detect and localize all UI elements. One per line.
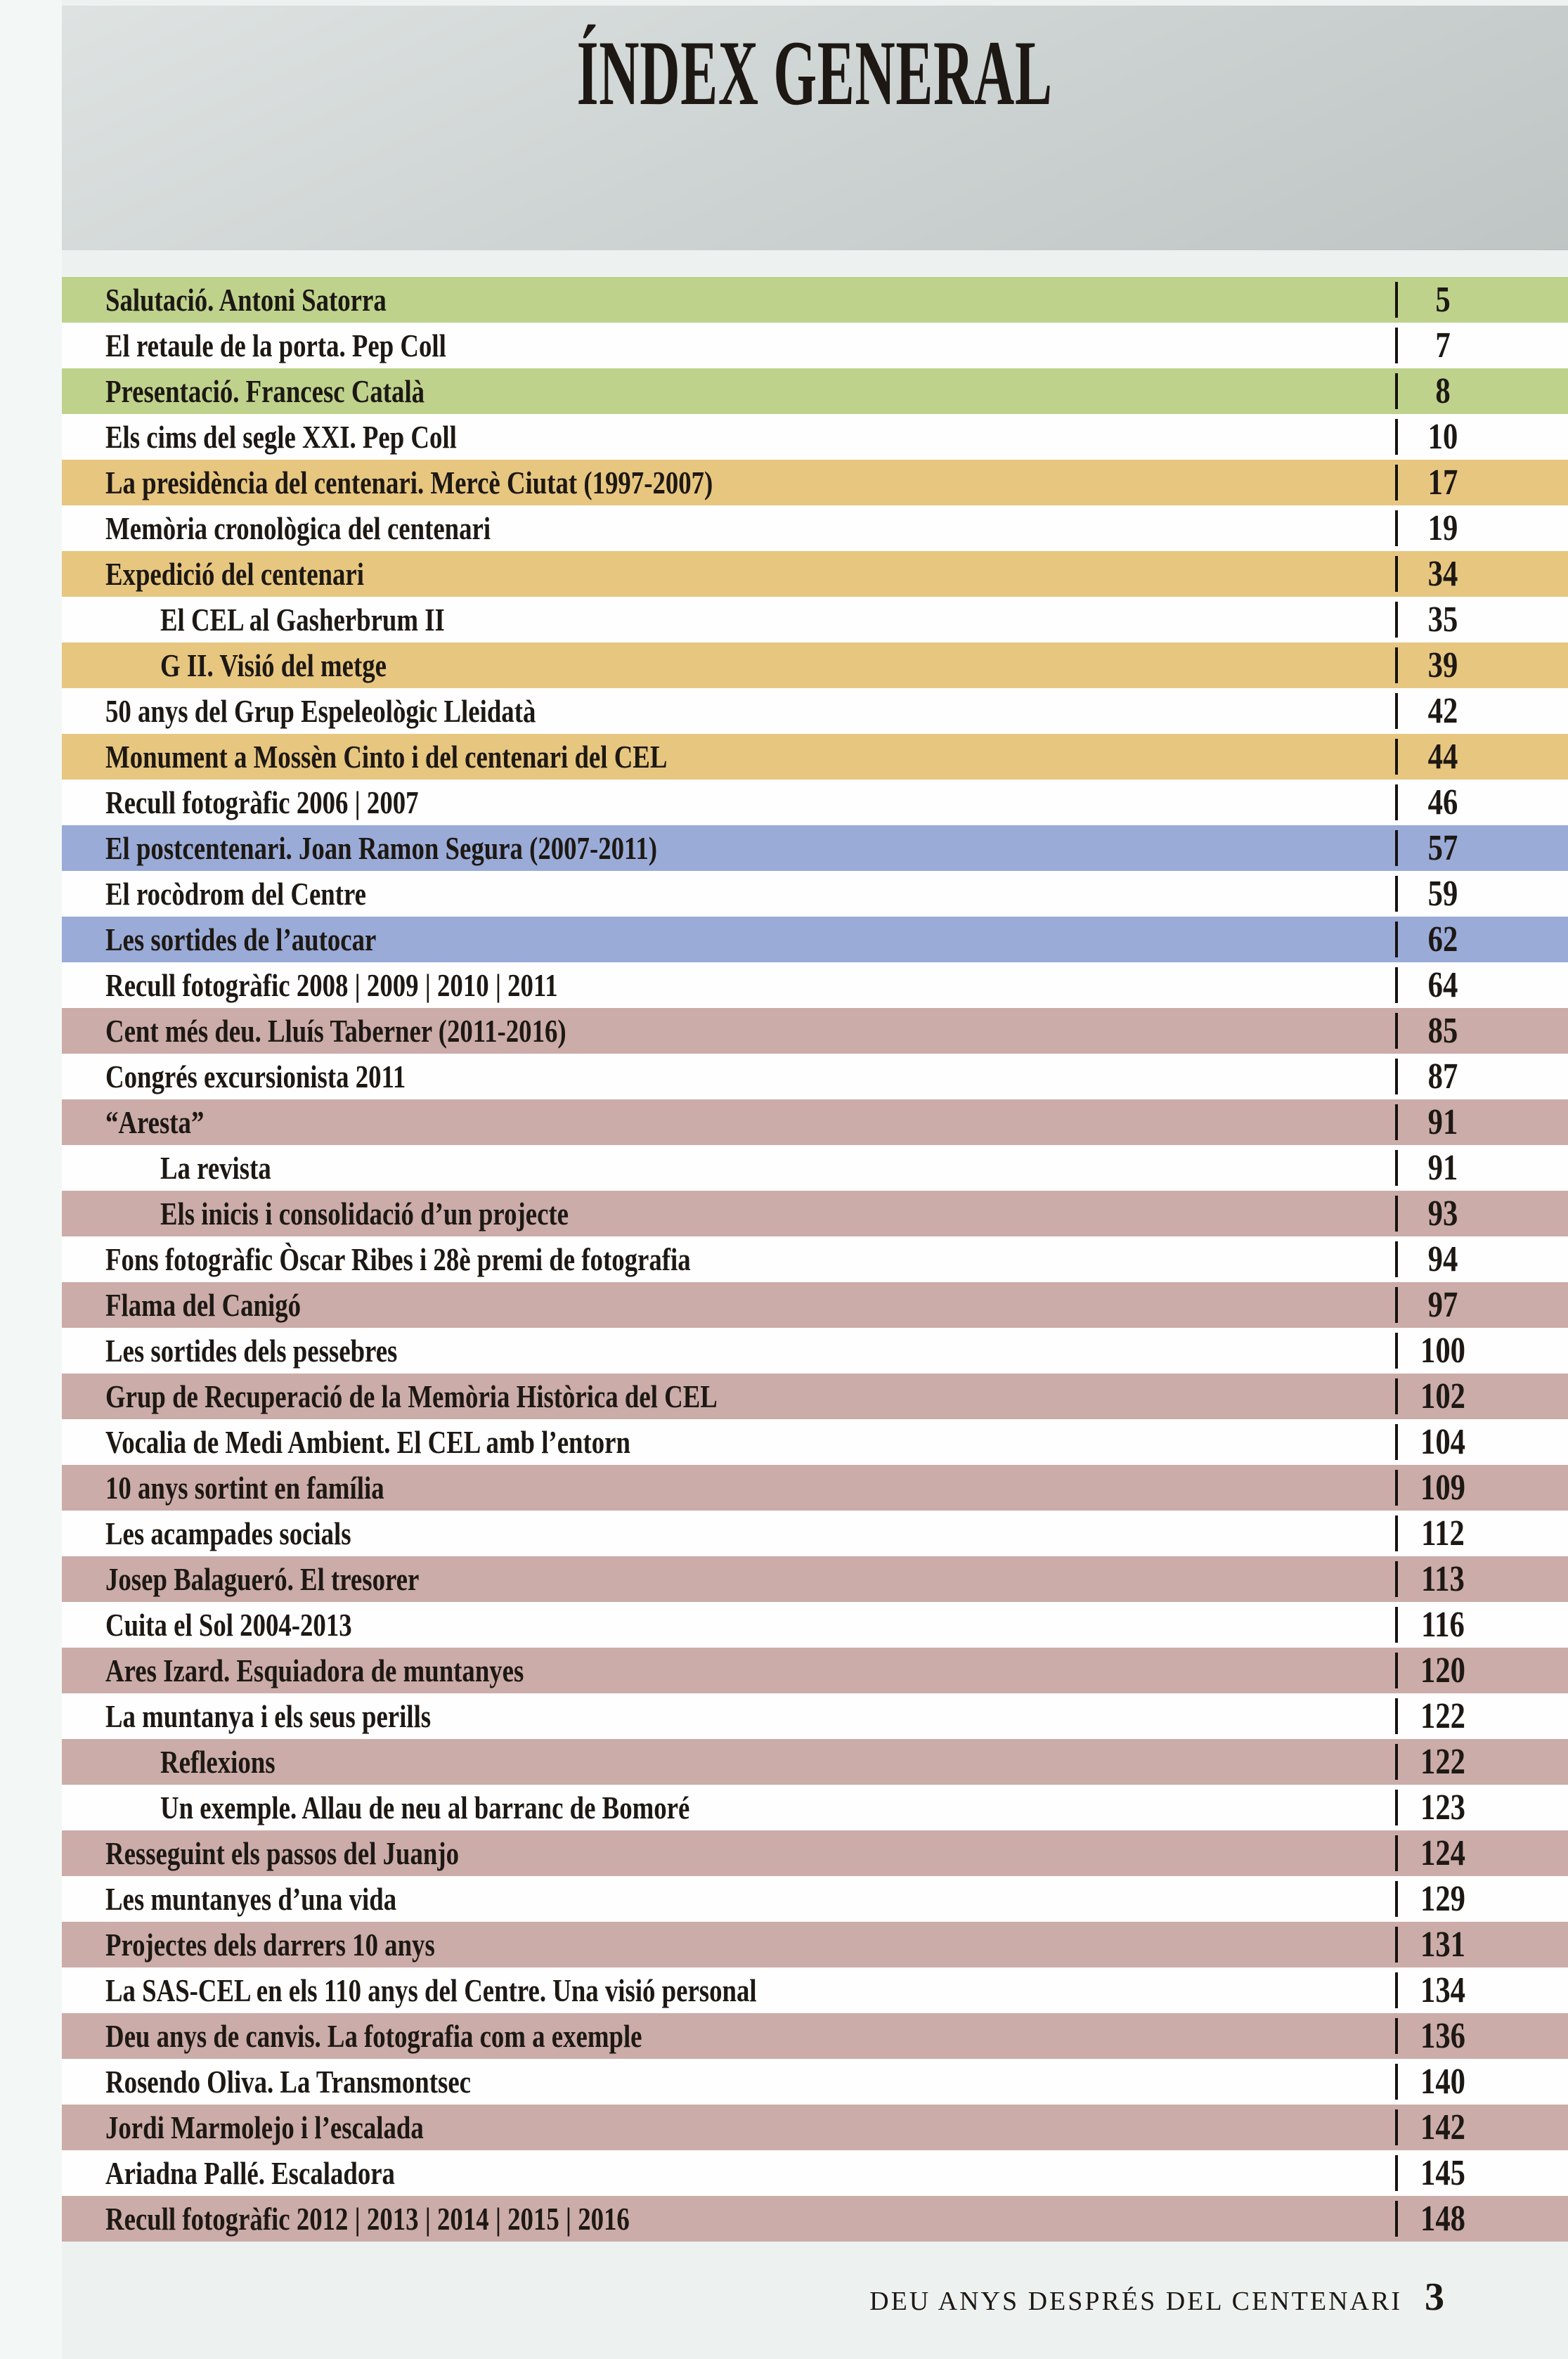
footer-page-number: 3 — [1425, 2275, 1444, 2319]
toc-entry-page-number: 97 — [1427, 1285, 1458, 1325]
toc-row — [62, 1556, 1568, 1602]
toc-row — [62, 1465, 1568, 1511]
toc-entry-title — [62, 1286, 1395, 1324]
toc-entry-title — [62, 510, 1395, 547]
toc-entry-page-number: 148 — [1420, 2199, 1465, 2239]
toc-entry-title-text: La SAS-CEL en els 110 anys del Centre. Una visió personal — [105, 1972, 757, 2008]
toc-entry-page-number: 102 — [1420, 1376, 1465, 1416]
toc-entry-page-number: 140 — [1420, 2062, 1465, 2102]
page-left-margin — [0, 0, 62, 2359]
toc-entry-title — [62, 464, 1395, 501]
toc-entry-page-number: 7 — [1435, 325, 1451, 366]
page-title — [62, 21, 1568, 148]
toc-entry-page — [1395, 1191, 1568, 1236]
toc-entry-page-number: 19 — [1427, 508, 1458, 548]
toc-row — [62, 323, 1568, 368]
toc-entry-page — [1395, 688, 1568, 734]
toc-entry-title-text: “Aresta” — [105, 1104, 205, 1140]
toc-row — [62, 1511, 1568, 1556]
toc-entry-title-text: Les acampades socials — [105, 1515, 351, 1551]
toc-row — [62, 1922, 1568, 1967]
toc-row — [62, 1236, 1568, 1282]
toc-row — [62, 688, 1568, 734]
toc-entry-page-number: 93 — [1427, 1194, 1458, 1234]
toc-entry-page — [1395, 1145, 1568, 1191]
toc-row — [62, 1328, 1568, 1374]
toc-entry-title — [62, 1423, 1395, 1461]
toc-entry-page — [1395, 2105, 1568, 2150]
toc-entry-page-number: 59 — [1427, 874, 1458, 914]
toc-entry-page — [1395, 917, 1568, 962]
toc-entry-title-text: Grup de Recuperació de la Memòria Històrica del CEL — [105, 1378, 718, 1414]
toc-entry-page-number: 116 — [1421, 1605, 1465, 1645]
toc-entry-title-text: Congrés excursionista 2011 — [105, 1059, 406, 1094]
toc-entry-title — [62, 1560, 1395, 1598]
toc-entry-page — [1395, 2059, 1568, 2105]
toc-row — [62, 1739, 1568, 1785]
toc-row — [62, 642, 1568, 688]
toc-row — [62, 414, 1568, 460]
toc-row — [62, 1054, 1568, 1099]
toc-entry-page — [1395, 1099, 1568, 1145]
toc-entry-page — [1395, 1785, 1568, 1830]
toc-entry-page — [1395, 825, 1568, 871]
toc-entry-title-text: Recull fotogràfic 2006 | 2007 — [105, 784, 419, 820]
toc-row — [62, 505, 1568, 551]
toc-entry-page — [1395, 1054, 1568, 1099]
toc-entry-title — [62, 327, 1395, 364]
toc-entry-page — [1395, 1967, 1568, 2013]
toc-row — [62, 2150, 1568, 2196]
toc-entry-title-text: Expedició del centenari — [105, 556, 364, 592]
toc-entry-page-number: 46 — [1427, 782, 1458, 822]
toc-entry-title-text: Rosendo Oliva. La Transmontsec — [105, 2064, 472, 2100]
toc-entry-page — [1395, 597, 1568, 642]
toc-entry-title — [62, 784, 1395, 821]
footer-title: DEU ANYS DESPRÉS DEL CENTENARI — [869, 2287, 1402, 2316]
toc-entry-title-text: Projectes dels darrers 10 anys — [105, 1927, 435, 1963]
toc-row — [62, 2059, 1568, 2105]
toc-entry-title-text: Les muntanyes d’una vida — [105, 1881, 397, 1917]
toc-row — [62, 2013, 1568, 2059]
toc-entry-page-number: 34 — [1427, 554, 1458, 594]
toc-entry-title-text: Vocalia de Medi Ambient. El CEL amb l’entorn — [105, 1424, 630, 1460]
page-footer — [869, 2275, 1444, 2320]
toc-row — [62, 1967, 1568, 2013]
toc-entry-page-number: 42 — [1427, 691, 1458, 731]
toc-row — [62, 551, 1568, 597]
toc-entry-title — [62, 875, 1395, 912]
toc-entry-page-number: 113 — [1421, 1559, 1465, 1599]
toc-entry-page-number: 91 — [1427, 1102, 1458, 1142]
toc-entry-page — [1395, 460, 1568, 505]
toc-entry-title — [62, 601, 1395, 638]
toc-entry-page — [1395, 1602, 1568, 1648]
toc-entry-page-number: 57 — [1427, 828, 1458, 868]
toc-entry-page — [1395, 1008, 1568, 1054]
toc-entry-title — [62, 1698, 1395, 1735]
toc-entry-title-text: Ares Izard. Esquiadora de muntanyes — [105, 1653, 524, 1688]
toc-entry-page-number: 64 — [1427, 965, 1458, 1005]
toc-entry-page-number: 5 — [1435, 280, 1451, 320]
toc-row — [62, 1693, 1568, 1739]
toc-entry-page — [1395, 1830, 1568, 1876]
toc-entry-page — [1395, 1374, 1568, 1419]
toc-entry-page-number: 87 — [1427, 1056, 1458, 1097]
toc-entry-title-text: Presentació. Francesc Català — [105, 373, 425, 409]
toc-row — [62, 1785, 1568, 1830]
toc-entry-title-text: Un exemple. Allau de neu al barranc de Bomoré — [160, 1790, 690, 1825]
toc-entry-page — [1395, 871, 1568, 917]
toc-entry-title-text: Recull fotogràfic 2012 | 2013 | 2014 | 2015 | 2016 — [105, 2201, 630, 2237]
toc-row — [62, 1876, 1568, 1922]
toc-entry-title — [62, 1652, 1395, 1689]
toc-entry-page — [1395, 642, 1568, 688]
toc-entry-page — [1395, 1556, 1568, 1602]
toc-entry-title — [62, 1743, 1395, 1780]
toc-entry-page-number: 8 — [1435, 371, 1451, 411]
toc-entry-page — [1395, 1236, 1568, 1282]
toc-entry-title — [62, 967, 1395, 1004]
toc-entry-title — [62, 738, 1395, 775]
toc-entry-page — [1395, 2150, 1568, 2196]
toc-row — [62, 1282, 1568, 1328]
toc-entry-title — [62, 1149, 1395, 1187]
toc-row — [62, 368, 1568, 414]
toc-entry-title-text: Ariadna Pallé. Escaladora — [105, 2155, 395, 2191]
toc-entry-title-text: Monument a Mossèn Cinto i del centenari del CEL — [105, 739, 668, 775]
toc-entry-title-text: La presidència del centenari. Mercè Ciutat (1997-2007) — [105, 465, 713, 500]
toc-entry-title-text: Reflexions — [160, 1744, 276, 1780]
toc-entry-title — [62, 1241, 1395, 1278]
toc-entry-page — [1395, 1739, 1568, 1785]
toc-entry-title — [62, 1332, 1395, 1369]
toc-entry-title-text: Josep Balagueró. El tresorer — [105, 1561, 420, 1597]
toc-entry-title-text: 10 anys sortint en família — [105, 1470, 384, 1506]
toc-row — [62, 1145, 1568, 1191]
toc-entry-page-number: 129 — [1420, 1879, 1465, 1919]
toc-entry-title — [62, 921, 1395, 958]
toc-entry-title — [62, 1104, 1395, 1141]
toc-entry-title — [62, 647, 1395, 684]
toc-entry-title-text: Recull fotogràfic 2008 | 2009 | 2010 | 2011 — [105, 967, 558, 1003]
toc-entry-page-number: 94 — [1427, 1239, 1458, 1279]
toc-row — [62, 597, 1568, 642]
toc-entry-title — [62, 1880, 1395, 1918]
toc-entry-page-number: 109 — [1420, 1468, 1465, 1508]
toc-entry-title — [62, 829, 1395, 867]
toc-entry-page-number: 62 — [1427, 919, 1458, 959]
toc-entry-page-number: 134 — [1420, 1970, 1465, 2010]
toc-entry-page-number: 131 — [1420, 1925, 1465, 1965]
toc-list — [62, 277, 1568, 2242]
toc-entry-page — [1395, 734, 1568, 780]
toc-entry-page-number: 100 — [1420, 1331, 1465, 1371]
toc-entry-page-number: 104 — [1420, 1422, 1465, 1462]
toc-row — [62, 277, 1568, 323]
toc-entry-page — [1395, 1693, 1568, 1739]
toc-entry-page-number: 112 — [1421, 1513, 1465, 1553]
toc-entry-page-number: 10 — [1427, 417, 1458, 457]
toc-entry-page — [1395, 505, 1568, 551]
toc-entry-page — [1395, 323, 1568, 368]
toc-entry-title — [62, 1058, 1395, 1095]
toc-row — [62, 917, 1568, 962]
toc-entry-page — [1395, 1876, 1568, 1922]
toc-entry-title-text: Els inicis i consolidació d’un projecte — [160, 1196, 569, 1232]
toc-entry-title-text: Els cims del segle XXI. Pep Coll — [105, 419, 457, 455]
toc-entry-page-number: 39 — [1427, 645, 1458, 685]
toc-entry-title-text: El CEL al Gasherbrum II — [160, 602, 445, 638]
toc-entry-title-text: Resseguint els passos del Juanjo — [105, 1835, 460, 1871]
toc-entry-title — [62, 2109, 1395, 2146]
toc-entry-title — [62, 281, 1395, 318]
toc-entry-page-number: 142 — [1420, 2107, 1465, 2147]
toc-row — [62, 825, 1568, 871]
toc-entry-page — [1395, 1648, 1568, 1693]
toc-entry-title-text: Flama del Canigó — [105, 1287, 302, 1323]
toc-row — [62, 460, 1568, 505]
toc-entry-title-text: El rocòdrom del Centre — [105, 876, 367, 912]
toc-entry-title-text: Deu anys de canvis. La fotografia com a exemple — [105, 2018, 642, 2054]
toc-entry-page-number: 17 — [1427, 463, 1458, 503]
toc-entry-title-text: G II. Visió del metge — [160, 647, 387, 683]
toc-entry-page — [1395, 962, 1568, 1008]
toc-entry-page-number: 44 — [1427, 737, 1458, 777]
toc-entry-page — [1395, 2196, 1568, 2242]
toc-entry-title-text: Cuita el Sol 2004-2013 — [105, 1607, 352, 1643]
toc-entry-page — [1395, 551, 1568, 597]
toc-entry-title-text: La muntanya i els seus perills — [105, 1698, 432, 1734]
toc-entry-page — [1395, 1511, 1568, 1556]
toc-entry-page-number: 91 — [1427, 1148, 1458, 1188]
page-title-text: ÍNDEX GENERAL — [576, 21, 1054, 124]
toc-entry-page — [1395, 1419, 1568, 1465]
toc-entry-page-number: 136 — [1420, 2016, 1465, 2056]
toc-row — [62, 1648, 1568, 1693]
toc-entry-title-text: Cent més deu. Lluís Taberner (2011-2016) — [105, 1013, 566, 1049]
toc-entry-page-number: 122 — [1420, 1696, 1465, 1736]
toc-entry-page-number: 85 — [1427, 1011, 1458, 1051]
toc-entry-page — [1395, 1465, 1568, 1511]
toc-entry-page — [1395, 277, 1568, 323]
toc-entry-title — [62, 1835, 1395, 1872]
toc-entry-page-number: 124 — [1420, 1833, 1465, 1873]
toc-entry-title-text: El postcentenari. Joan Ramon Segura (2007-2011) — [105, 830, 658, 866]
toc-entry-title-text: Les sortides dels pessebres — [105, 1333, 398, 1369]
toc-entry-title — [62, 2200, 1395, 2237]
toc-row — [62, 780, 1568, 825]
toc-entry-title — [62, 692, 1395, 730]
toc-entry-title-text: La revista — [160, 1150, 271, 1186]
toc-row — [62, 1191, 1568, 1236]
toc-entry-title-text: Jordi Marmolejo i l’escalada — [105, 2109, 424, 2145]
toc-entry-title — [62, 1789, 1395, 1826]
toc-entry-page-number: 120 — [1420, 1650, 1465, 1691]
toc-entry-page — [1395, 780, 1568, 825]
toc-row — [62, 2105, 1568, 2150]
toc-entry-page — [1395, 1328, 1568, 1374]
toc-row — [62, 1099, 1568, 1145]
toc-entry-title — [62, 1195, 1395, 1232]
toc-entry-title — [62, 1606, 1395, 1643]
toc-entry-title-text: El retaule de la porta. Pep Coll — [105, 328, 446, 363]
toc-row — [62, 962, 1568, 1008]
toc-row — [62, 871, 1568, 917]
toc-entry-title — [62, 2063, 1395, 2100]
toc-entry-title-text: Memòria cronològica del centenari — [105, 510, 491, 546]
toc-entry-page — [1395, 368, 1568, 414]
toc-entry-title-text: 50 anys del Grup Espeleològic Lleidatà — [105, 693, 536, 729]
toc-entry-title — [62, 1926, 1395, 1963]
toc-entry-page-number: 123 — [1420, 1788, 1465, 1828]
toc-entry-title — [62, 1469, 1395, 1506]
toc-entry-title — [62, 1515, 1395, 1552]
toc-row — [62, 734, 1568, 780]
toc-entry-page — [1395, 1282, 1568, 1328]
toc-row — [62, 1419, 1568, 1465]
toc-entry-title — [62, 2017, 1395, 2055]
toc-entry-title — [62, 373, 1395, 410]
toc-entry-title-text: Les sortides de l’autocar — [105, 922, 377, 957]
toc-entry-title — [62, 1972, 1395, 2009]
toc-row — [62, 1602, 1568, 1648]
toc-entry-page — [1395, 414, 1568, 460]
toc-row — [62, 2196, 1568, 2242]
toc-entry-title — [62, 555, 1395, 593]
toc-entry-title — [62, 418, 1395, 455]
toc-entry-page-number: 145 — [1420, 2153, 1465, 2193]
toc-row — [62, 1008, 1568, 1054]
toc-row — [62, 1830, 1568, 1876]
toc-entry-title-text: Salutació. Antoni Satorra — [105, 282, 387, 318]
toc-entry-title — [62, 1012, 1395, 1049]
toc-entry-page — [1395, 1922, 1568, 1967]
toc-entry-page — [1395, 2013, 1568, 2059]
toc-entry-title — [62, 1378, 1395, 1415]
toc-entry-title-text: Fons fotogràfic Òscar Ribes i 28è premi de fotografia — [105, 1241, 691, 1277]
index-header-band — [62, 6, 1568, 250]
toc-row — [62, 1374, 1568, 1419]
toc-entry-page-number: 35 — [1427, 600, 1458, 640]
toc-entry-page-number: 122 — [1420, 1742, 1465, 1782]
toc-entry-title — [62, 2154, 1395, 2192]
